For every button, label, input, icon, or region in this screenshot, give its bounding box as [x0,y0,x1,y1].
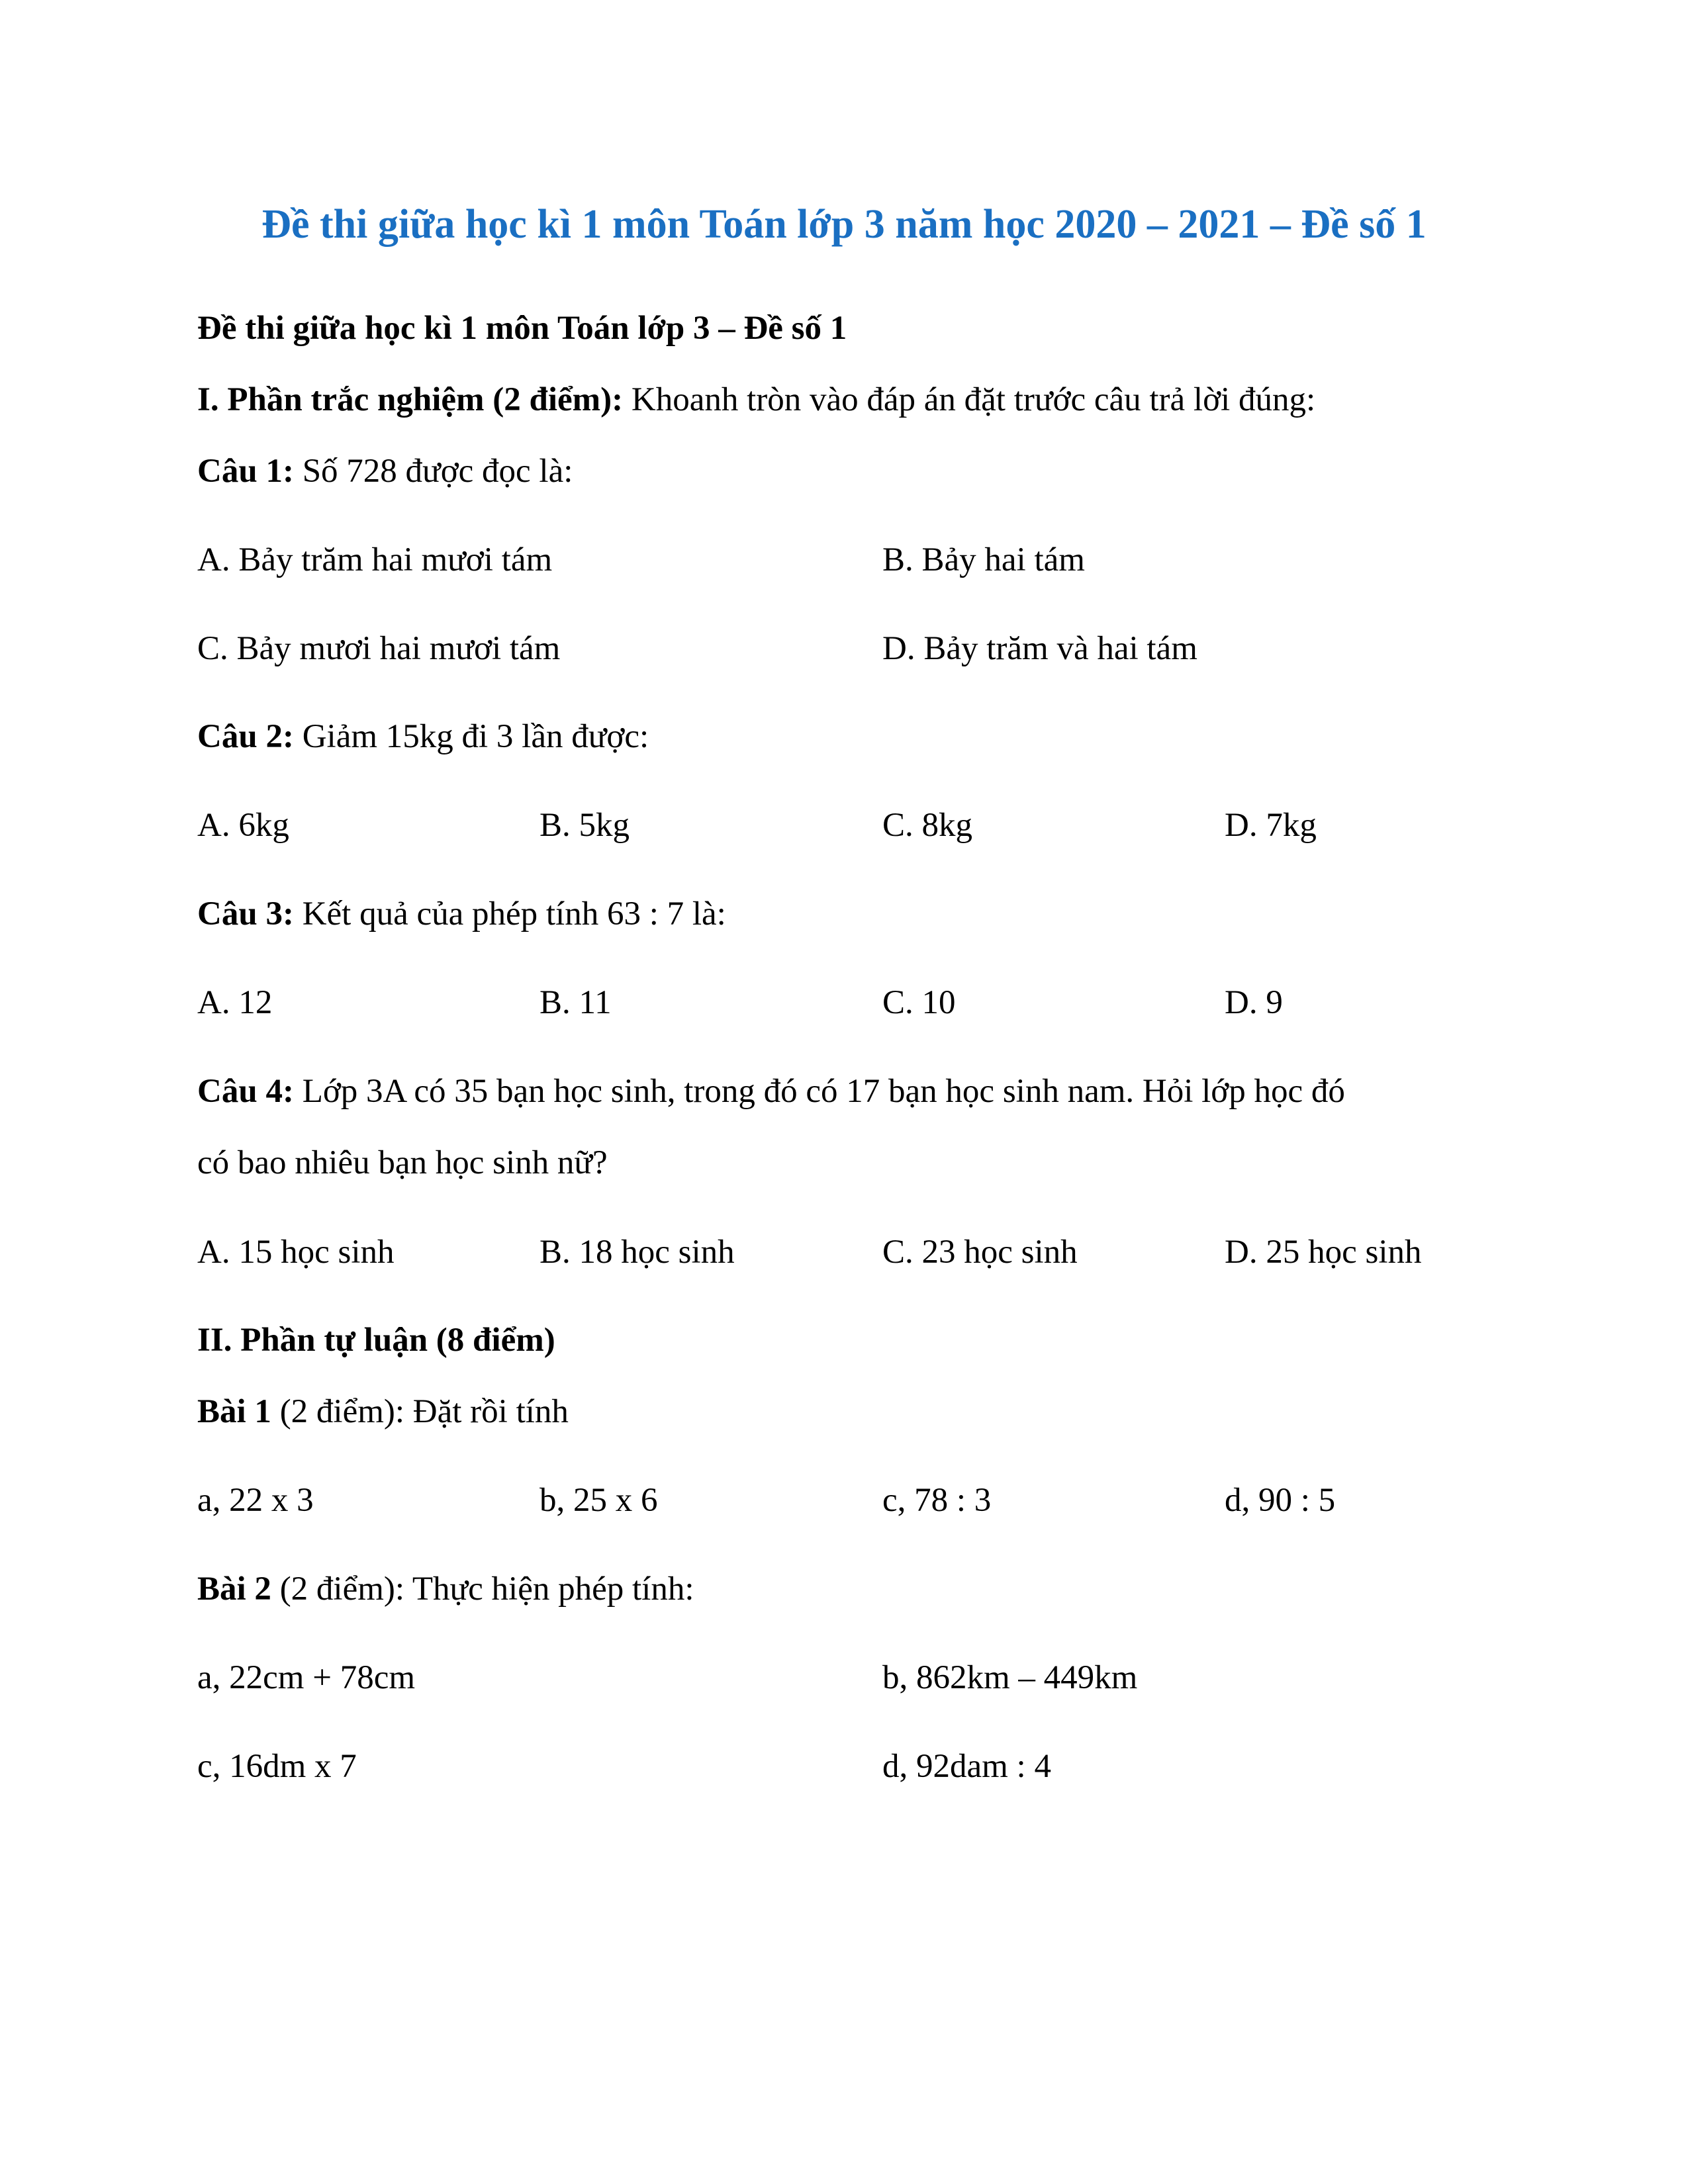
question-1-option-a: A. Bảy trăm hai mươi tám [197,541,553,578]
question-2 [197,717,649,757]
document-subtitle: Đề thi giữa học kì 1 môn Toán lớp 3 – Đề số 1 [197,310,847,347]
question-1-option-d: D. Bảy trăm và hai tám [882,630,1197,667]
exercise-2-item-c: c, 16dm x 7 [197,1748,357,1785]
exercise-2-item-d: d, 92dam : 4 [882,1748,1051,1785]
question-3-option-c: C. 10 [882,984,956,1021]
part1-instruction: Khoanh tròn vào đáp án đặt trước câu trả lời đúng: [623,381,1316,418]
question-1-option-c: C. Bảy mươi hai mươi tám [197,630,561,667]
exercise-1-item-c: c, 78 : 3 [882,1482,992,1519]
question-1-label: Câu 1: [197,453,294,490]
question-2-option-b: B. 5kg [539,807,630,844]
exercise-1-text: (2 điểm): Đặt rồi tính [271,1393,569,1430]
part1-line [197,380,1315,420]
exercise-2-item-b: b, 862km – 449km [882,1659,1138,1696]
exercise-1-item-d: d, 90 : 5 [1225,1482,1336,1519]
exercise-2-text: (2 điểm): Thực hiện phép tính: [271,1570,694,1608]
question-3-label: Câu 3: [197,895,294,933]
exercise-1-item-b: b, 25 x 6 [539,1482,658,1519]
question-4-option-c: C. 23 học sinh [882,1234,1078,1271]
question-4-text-continued: có bao nhiêu bạn học sinh nữ? [197,1144,608,1181]
exercise-2 [197,1569,694,1610]
question-2-option-d: D. 7kg [1225,807,1317,844]
question-3-option-d: D. 9 [1225,984,1283,1021]
question-3 [197,894,726,934]
part1-heading: I. Phần trắc nghiệm (2 điểm): [197,381,624,418]
exercise-2-label: Bài 2 [197,1570,271,1608]
question-4-option-a: A. 15 học sinh [197,1234,395,1271]
question-1 [197,451,573,492]
exercise-1-label: Bài 1 [197,1393,271,1430]
question-2-option-a: A. 6kg [197,807,289,844]
question-3-option-b: B. 11 [539,984,612,1021]
question-3-text: Kết quả của phép tính 63 : 7 là: [293,895,726,933]
question-1-text: Số 728 được đọc là: [293,453,573,490]
question-2-text: Giảm 15kg đi 3 lần được: [293,718,649,755]
question-3-option-a: A. 12 [197,984,273,1021]
question-4-label: Câu 4: [197,1073,294,1110]
part2-heading: II. Phần tự luận (8 điểm) [197,1322,555,1359]
exercise-2-item-a: a, 22cm + 78cm [197,1659,416,1696]
question-4-text: Lớp 3A có 35 bạn học sinh, trong đó có 17 bạn học sinh nam. Hỏi lớp học đó [293,1073,1345,1110]
question-4-option-d: D. 25 học sinh [1225,1234,1422,1271]
question-4-option-b: B. 18 học sinh [539,1234,735,1271]
question-4 [197,1071,1345,1112]
exercise-1-item-a: a, 22 x 3 [197,1482,314,1519]
question-2-option-c: C. 8kg [882,807,973,844]
question-2-label: Câu 2: [197,718,294,755]
exercise-1 [197,1392,569,1432]
document-title: Đề thi giữa học kì 1 môn Toán lớp 3 năm học 2020 – 2021 – Đề số 1 [261,202,1427,247]
question-1-option-b: B. Bảy hai tám [882,541,1085,578]
